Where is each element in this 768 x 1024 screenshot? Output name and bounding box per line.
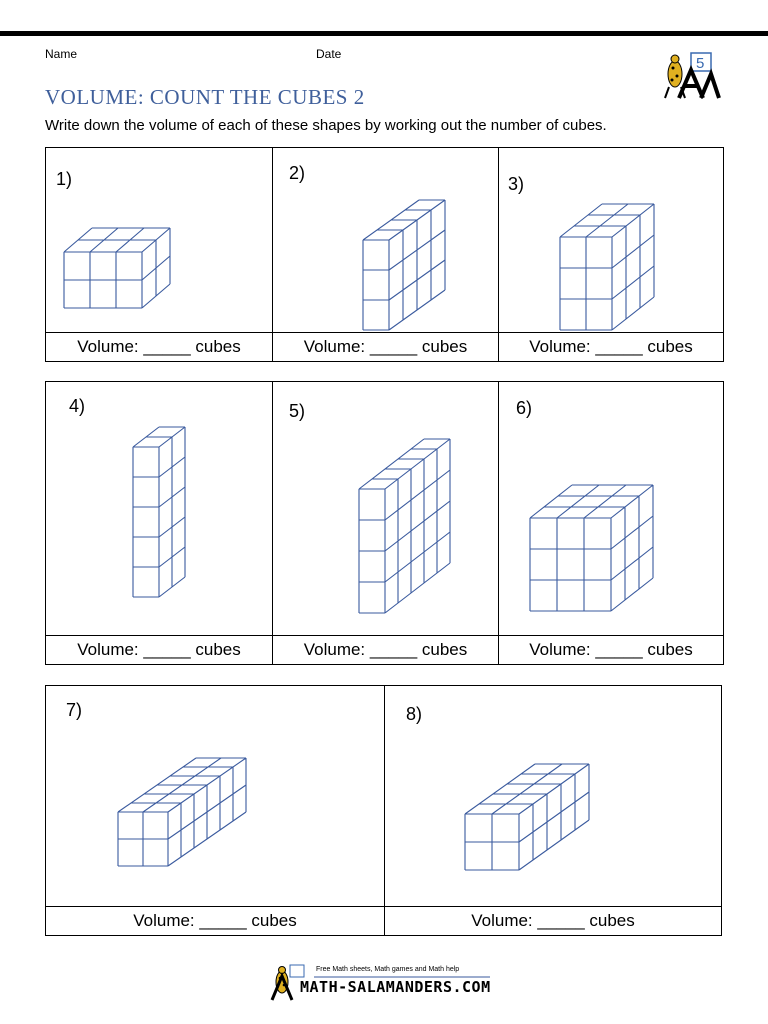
cube-grid-lines	[118, 758, 246, 866]
problem-number: 4)	[69, 396, 86, 416]
cube-figure	[46, 382, 272, 637]
cube-grid-lines	[560, 204, 654, 330]
volume-answer: Volume: _____ cubes	[46, 332, 272, 361]
cube-grid-lines	[359, 439, 450, 613]
problem-number: 3)	[508, 174, 525, 194]
problem-number: 7)	[66, 700, 83, 720]
problem-7	[46, 686, 384, 935]
problem-number: 2)	[289, 163, 306, 183]
cube-figure	[499, 382, 724, 637]
problem-row-1	[45, 147, 724, 362]
problem-3	[498, 148, 723, 361]
salamander-logo	[661, 50, 721, 102]
name-label: Name	[45, 47, 78, 61]
problem-number: 5)	[289, 401, 306, 421]
problem-1	[46, 148, 272, 361]
problem-number: 6)	[516, 398, 533, 418]
cube-figure	[46, 148, 272, 334]
problem-row-2	[45, 381, 724, 665]
volume-answer: Volume: _____ cubes	[46, 906, 384, 935]
problem-6	[498, 382, 723, 664]
cube-figure	[385, 686, 722, 908]
problem-4	[46, 382, 272, 664]
cube-grid-lines	[133, 427, 185, 597]
cube-figure	[273, 148, 499, 334]
instructions: Write down the volume of each of these shapes by working out the number of cubes.	[45, 117, 607, 134]
date-label: Date	[316, 47, 342, 61]
volume-answer: Volume: _____ cubes	[385, 906, 721, 935]
worksheet-title: VOLUME: COUNT THE CUBES 2	[45, 85, 365, 109]
problem-5	[272, 382, 498, 664]
cube-figure	[46, 686, 384, 908]
volume-answer: Volume: _____ cubes	[273, 635, 498, 664]
problem-number: 8)	[406, 704, 423, 724]
cube-grid-lines	[530, 485, 653, 611]
volume-answer: Volume: _____ cubes	[273, 332, 498, 361]
volume-answer: Volume: _____ cubes	[499, 332, 723, 361]
volume-answer: Volume: _____ cubes	[46, 635, 272, 664]
cube-grid-lines	[64, 228, 170, 308]
cube-grid-lines	[465, 764, 589, 870]
problem-2	[272, 148, 498, 361]
logo-number: 5	[696, 55, 705, 72]
problem-8	[384, 686, 721, 935]
cube-figure	[499, 148, 724, 334]
cube-grid-lines	[363, 200, 445, 330]
problem-number: 1)	[56, 169, 73, 189]
problem-row-3	[45, 685, 722, 936]
top-rule	[0, 31, 768, 36]
cube-figure	[273, 382, 499, 637]
footer-site-name: MATH-SALAMANDERS.COM	[300, 978, 491, 996]
volume-answer: Volume: _____ cubes	[499, 635, 723, 664]
footer-tagline: Free Math sheets, Math games and Math help	[316, 966, 460, 973]
